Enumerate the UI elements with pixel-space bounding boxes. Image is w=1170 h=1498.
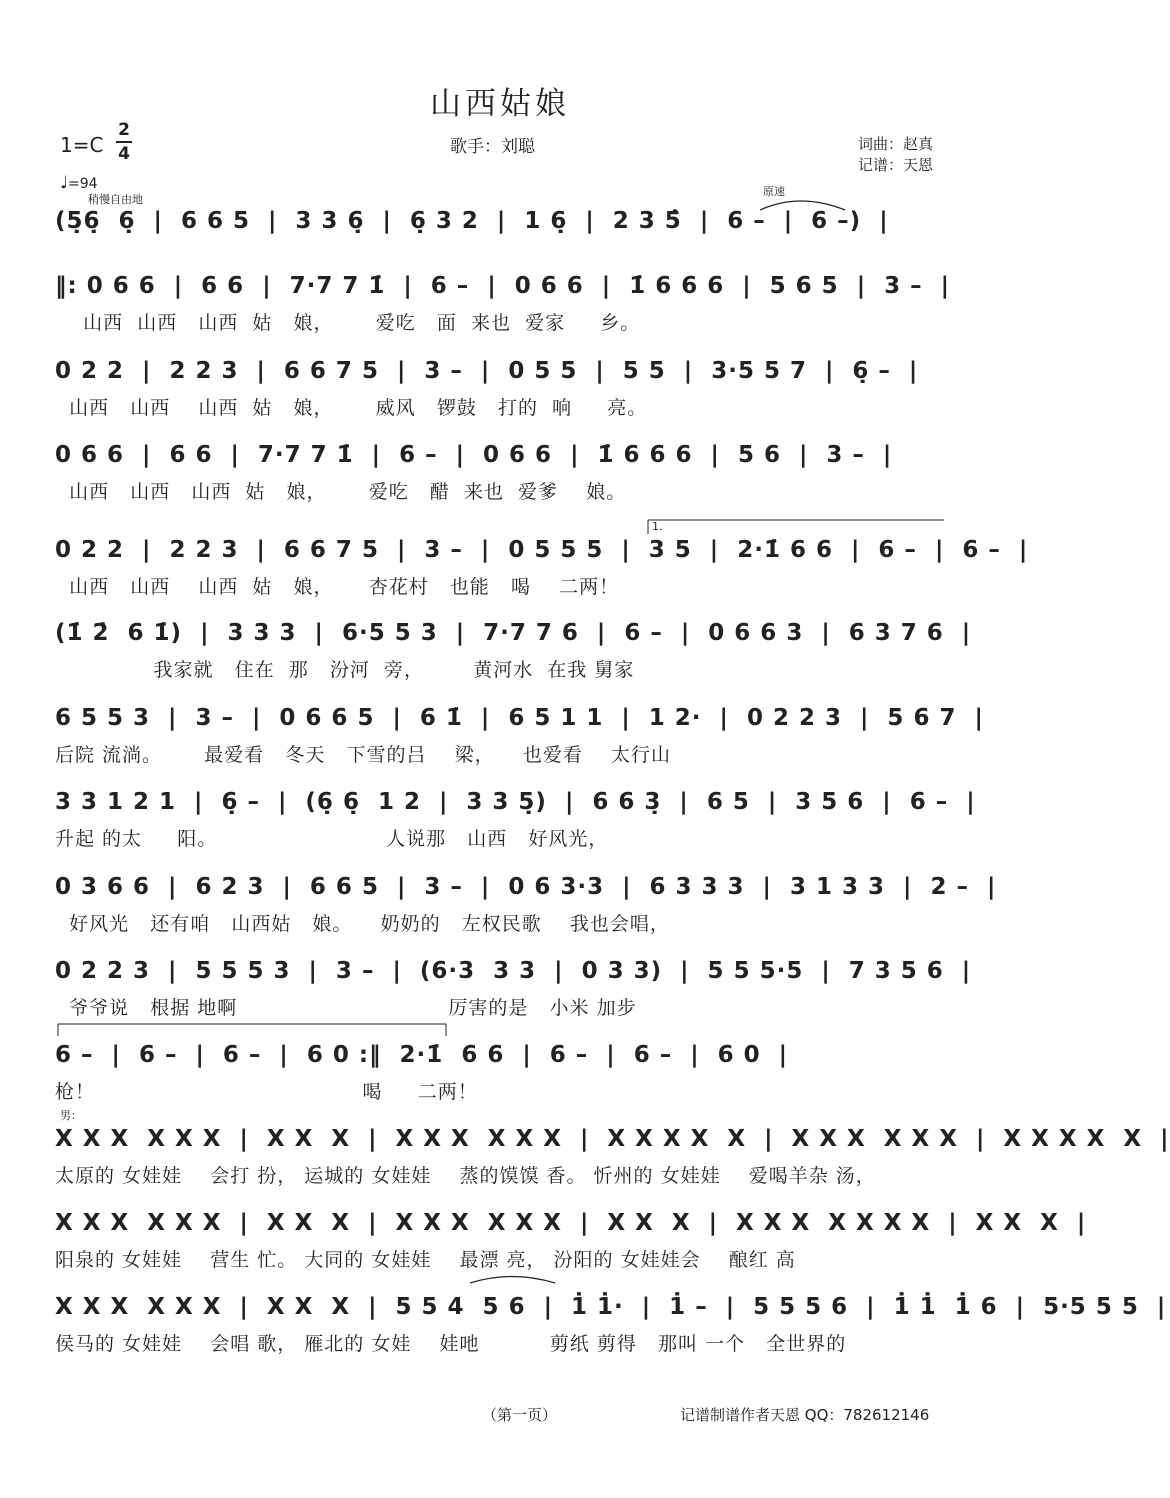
- score-row-lyrics: 好风光 还有咱 山西姑 娘。 奶奶的 左权民歌 我也会唱，: [55, 913, 670, 935]
- score-row-notes: (5̣6̣ 6̣ | 6 6 5 | 3 3 6̣ | 6̣ 3 2 | 1 6̣ | 2 3 5̂ | 6 – | 6 –) |: [55, 208, 889, 234]
- score-row-lyrics: 山西 山西 山西 姑 娘， 威风 锣鼓 打的 响 亮。: [55, 397, 648, 419]
- score-row-lyrics: 侯马的 女娃娃 会唱 歌， 雁北的 女娃 娃吔 剪纸 剪得 那叫 一个 全世界的: [55, 1333, 847, 1355]
- time-sig-top: 2: [118, 120, 130, 140]
- singer: 歌手：刘聪: [450, 137, 535, 157]
- score-row-notes: 0 2 2 3 | 5 5 5 3 | 3 – | (6·3 3 3 | 0 3 3) | 5 5 5·5 | 7 3 5 6 |: [55, 958, 972, 984]
- score-row-notes: 0 2 2 | 2 2 3 | 6 6 7 5 | 3 – | 0 5 5 | 5 5 | 3·5 5 7 | 6̣ – |: [55, 358, 919, 384]
- key-signature: 1=C: [60, 133, 104, 157]
- original-speed-mark: 原速: [763, 185, 785, 198]
- score-row-notes: 3 3 1 2 1 | 6̣ – | (6̣ 6̣ 1 2 | 3 3 5̣) | 6 6 3̣ | 6 5 | 3 5 6 | 6 – |: [55, 789, 976, 815]
- score-row-notes: 6 5 5 3 | 3 – | 0 6 6 5 | 6 1̇ | 6 5 1 1 | 1 2· | 0 2 2 3 | 5 6 7 |: [55, 705, 984, 731]
- score-row-lyrics: 爷爷说 根据 地啊 厉害的是 小米 加步: [55, 997, 637, 1019]
- score-row-lyrics: 我家就 住在 那 汾河 旁， 黄河水 在我 舅家: [55, 659, 635, 681]
- score-row-notes: 6 – | 6 – | 6 – | 6 0 :‖ 2·1̇ 6 6 | 6 – | 6 – | 6 0 |: [55, 1042, 789, 1068]
- score-row-lyrics: 山西 山西 山西 姑 娘， 杏花村 也能 喝 二两！: [55, 576, 620, 598]
- page-number: （第一页）: [482, 1406, 558, 1424]
- time-sig-bottom: 4: [118, 144, 130, 164]
- tempo-value: =94: [68, 176, 98, 192]
- score-row-notes: ‖: 0 6 6 | 6 6 | 7·7 7 1̇ | 6 – | 0 6 6 | 1̇ 6 6 6 | 5 6 5 | 3 – |: [55, 273, 951, 299]
- lyrics-music-credit: 词曲：赵真: [858, 135, 934, 153]
- score-row-lyrics: 太原的 女娃娃 会打 扮， 运城的 女娃娃 蒸的馍馍 香。 忻州的 女娃娃 爱喝羊杂 汤，: [55, 1165, 876, 1187]
- score-row-lyrics: 升起 的太 阳。 人说那 山西 好风光，: [55, 828, 609, 850]
- male-part-mark: 男：: [60, 1109, 82, 1122]
- score-row-notes: X X X X X X | X X X | X X X X X X | X X X | X X X X X X X | X X X |: [55, 1210, 1087, 1236]
- tempo-expression: 稍慢自由地: [88, 193, 143, 206]
- score-row-lyrics: 山西 山西 山西 姑 娘， 爱吃 醋 来也 爱爹 娘。: [55, 481, 627, 503]
- volta-1-mark: 1.: [652, 520, 663, 533]
- score-row-notes: (1̇ 2̇ 6 1̇) | 3 3 3 | 6·5 5 3 | 7·7 7 6 | 6 – | 0 6 6 3 | 6 3 7 6 |: [55, 620, 972, 646]
- footer-credit: 记谱制谱作者天恩 QQ：782612146: [680, 1406, 930, 1424]
- score-row-notes: 0 2 2 | 2 2 3 | 6 6 7 5 | 3 – | 0 5 5 5 | 3 5 | 2·1̇ 6 6 | 6 – | 6 – |: [55, 537, 1029, 563]
- score-row-notes: X X X X X X | X X X | X X X X X X | X X X X X | X X X X X X | X X X X X |: [55, 1126, 1170, 1152]
- transcriber-credit: 记谱：天恩: [858, 156, 934, 174]
- score-row-notes: 0 3 6 6 | 6 2 3 | 6 6 5 | 3 – | 0 6 3·3 | 6 3 3 3 | 3 1 3 3 | 2 – |: [55, 874, 997, 900]
- score-row-lyrics: 山西 山西 山西 姑 娘， 爱吃 面 来也 爱家 乡。: [55, 312, 641, 334]
- score-row-lyrics: 后院 流淌。 最爱看 冬天 下雪的吕 梁， 也爱看 太行山: [55, 744, 671, 766]
- song-title: 山西姑娘: [430, 86, 570, 122]
- score-row-lyrics: 阳泉的 女娃娃 营生 忙。 大同的 女娃娃 最漂 亮， 汾阳的 女娃娃会 酿红 高: [55, 1249, 796, 1271]
- quarter-note-icon: ♩: [60, 173, 69, 193]
- score-row-notes: 0 6 6 | 6 6 | 7·7 7 1̇ | 6 – | 0 6 6 | 1̇ 6 6 6 | 5 6 | 3 – |: [55, 442, 893, 468]
- score-row-lyrics: 枪！ 喝 二两！: [55, 1081, 478, 1103]
- score-row-notes: X X X X X X | X X X | 5 5 4 5 6 | 1̇ 1̇· | 1̇ – | 5 5 5 6 | 1̇ 1̇ 1̇ 6 | 5·5 5 5 |: [55, 1294, 1167, 1320]
